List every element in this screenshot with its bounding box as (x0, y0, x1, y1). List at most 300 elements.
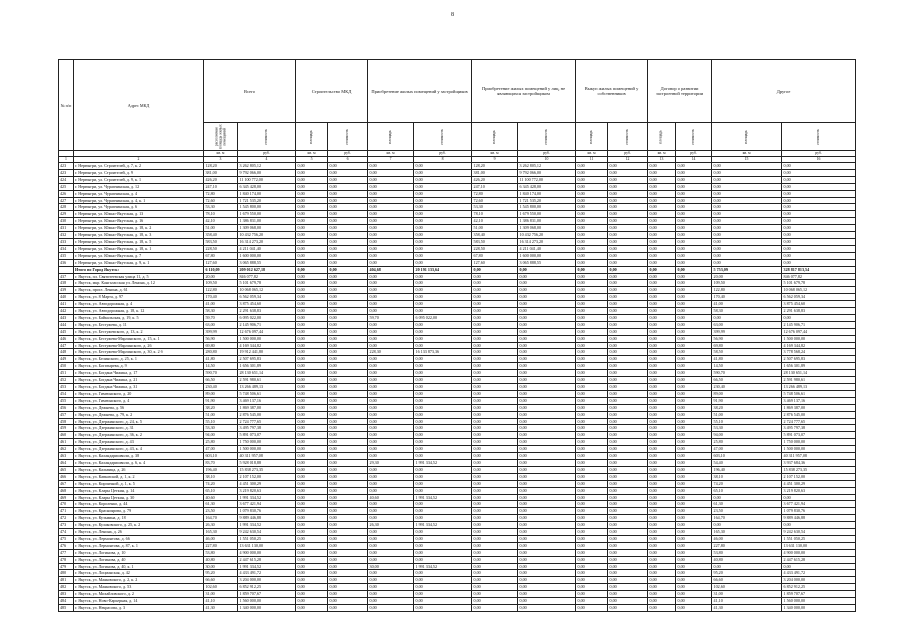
area-cell: 30,00 (204, 563, 238, 570)
cost-cell: 0,00 (676, 459, 712, 466)
area-cell: 0,00 (712, 190, 782, 197)
cost-cell: 0,00 (414, 487, 472, 494)
cost-cell: 1 079 830,76 (238, 508, 296, 515)
cost-cell: 0,00 (414, 169, 472, 176)
area-cell: 227,80 (204, 542, 238, 549)
area-cell: 0,00 (368, 570, 414, 577)
area-cell: 0,00 (648, 218, 676, 225)
area-cell: 0,00 (648, 556, 676, 563)
table-row (59, 252, 856, 259)
table-row (59, 542, 856, 549)
area-cell: 0,00 (368, 370, 414, 377)
cost-cell: 0,00 (414, 259, 472, 266)
area-cell: 0,00 (296, 459, 328, 466)
area-cell: 42,10 (204, 218, 238, 225)
cost-cell: 0,00 (518, 273, 576, 280)
cost-cell: 0,00 (328, 211, 368, 218)
cost-cell: 13 631 130,00 (782, 542, 856, 549)
area-cell: 53,30 (204, 425, 238, 432)
cost-cell: 5 891 073,07 (782, 432, 856, 439)
area-cell: 0,00 (296, 335, 328, 342)
row-number-cell: 446 (59, 335, 74, 342)
area-cell: 0,00 (296, 563, 328, 570)
area-cell: 89,00 (712, 390, 782, 397)
cost-cell: 0,00 (608, 563, 648, 570)
area-cell: 0,00 (712, 238, 782, 245)
table-row (59, 238, 856, 245)
area-cell: 0,00 (576, 515, 608, 522)
table-row (59, 163, 856, 170)
area-cell: 0,00 (576, 605, 608, 612)
area-cell: 0,00 (576, 266, 608, 273)
cost-cell: 0,00 (782, 563, 856, 570)
area-cell: 127,60 (472, 259, 518, 266)
cost-cell: 1 750 000,00 (782, 439, 856, 446)
area-cell: 0,00 (712, 176, 782, 183)
area-cell: 0,00 (472, 363, 518, 370)
cost-cell: 0,00 (676, 425, 712, 432)
subheader-cost: стоимость (676, 123, 712, 151)
cost-cell: 3 219 820,63 (782, 487, 856, 494)
cost-cell: 0,00 (518, 535, 576, 542)
cost-cell: 0,00 (518, 473, 576, 480)
cost-cell: 0,00 (518, 377, 576, 384)
cost-cell: 0,00 (608, 342, 648, 349)
cost-cell: 4 169 344,82 (782, 342, 856, 349)
cost-cell: 2 107 152,00 (238, 473, 296, 480)
area-cell: 0,00 (368, 584, 414, 591)
cost-cell: 0,00 (414, 273, 472, 280)
cost-cell: 0,00 (518, 301, 576, 308)
row-number-cell: 438 (59, 280, 74, 287)
cost-cell: 1 840 174,00 (238, 190, 296, 197)
cost-cell: 0,00 (518, 508, 576, 515)
cost-cell: 0,00 (328, 287, 368, 294)
area-cell: 0,00 (296, 556, 328, 563)
area-cell: 0,00 (296, 397, 328, 404)
unit-cell: руб. (676, 151, 712, 157)
area-cell: 0,00 (368, 169, 414, 176)
area-cell: 0,00 (648, 197, 676, 204)
table-row (59, 453, 856, 460)
cost-cell: 0,00 (328, 266, 368, 273)
cost-cell: 0,00 (676, 487, 712, 494)
row-number-cell: 456 (59, 404, 74, 411)
area-cell: 0,00 (712, 163, 782, 170)
column-number-cell: 11 (576, 157, 608, 163)
area-cell: 38,10 (712, 473, 782, 480)
cost-cell: 9 792 066,00 (238, 169, 296, 176)
cost-cell: 1 991 334,52 (414, 522, 472, 529)
area-cell: 0,00 (368, 418, 414, 425)
area-cell: 0,00 (576, 390, 608, 397)
cost-cell: 0,00 (414, 363, 472, 370)
cost-cell: 1 991 334,52 (414, 459, 472, 466)
cost-cell: 5 101 679,78 (782, 280, 856, 287)
address-cell: г. Нерюнгри, ул. Южно-Якутская, д. 7 (74, 252, 204, 259)
area-cell: 0,00 (296, 169, 328, 176)
row-number-cell: 453 (59, 384, 74, 391)
cost-cell: 0,00 (414, 508, 472, 515)
area-cell: 0,00 (368, 252, 414, 259)
table-body (59, 163, 856, 612)
row-number-cell: 483 (59, 591, 74, 598)
area-cell: 0,00 (648, 418, 676, 425)
cost-cell: 0,00 (676, 501, 712, 508)
area-cell: 95,20 (204, 570, 238, 577)
cost-cell: 0,00 (328, 280, 368, 287)
cost-cell: 1 386 831,00 (238, 218, 296, 225)
area-cell: 63,00 (712, 321, 782, 328)
cost-cell: 9 242 630,54 (782, 529, 856, 536)
area-cell: 0,00 (648, 397, 676, 404)
area-cell: 0,00 (296, 542, 328, 549)
cost-cell: 0,00 (414, 252, 472, 259)
area-cell: 0,00 (576, 556, 608, 563)
row-number-cell: 430 (59, 218, 74, 225)
cost-cell: 0,00 (328, 487, 368, 494)
cost-cell: 0,00 (518, 349, 576, 356)
area-cell: 0,00 (296, 266, 328, 273)
area-cell: 0,00 (368, 446, 414, 453)
row-number-cell: 484 (59, 598, 74, 605)
area-cell: 94,00 (204, 432, 238, 439)
area-cell: 0,00 (296, 314, 328, 321)
cost-cell: 0,00 (782, 252, 856, 259)
cost-cell: 0,00 (328, 335, 368, 342)
table-row (59, 459, 856, 466)
area-cell: 228,30 (368, 349, 414, 356)
area-cell: 0,00 (576, 563, 608, 570)
area-cell: 0,00 (576, 169, 608, 176)
area-cell: 0,00 (472, 273, 518, 280)
table-row (59, 494, 856, 501)
cost-cell: 0,00 (676, 225, 712, 232)
cost-cell: 2 876 545,00 (782, 411, 856, 418)
cost-cell: 0,00 (782, 259, 856, 266)
row-number-cell: 470 (59, 501, 74, 508)
cost-cell: 0,00 (518, 577, 576, 584)
cost-cell: 0,00 (518, 501, 576, 508)
group-other-header: Другое (712, 60, 856, 123)
area-cell: 58,30 (204, 308, 238, 315)
area-cell: 358,40 (472, 232, 518, 239)
area-cell: 53,80 (712, 549, 782, 556)
area-cell: 0,00 (368, 308, 414, 315)
area-cell: 0,00 (368, 411, 414, 418)
cost-cell: 0,00 (328, 377, 368, 384)
cost-cell: 6 095 022,00 (238, 314, 296, 321)
cost-cell: 1 386 831,00 (518, 218, 576, 225)
cost-cell: 0,00 (328, 163, 368, 170)
cost-cell: 0,00 (782, 225, 856, 232)
area-cell: 0,00 (368, 259, 414, 266)
area-cell: 0,00 (648, 570, 676, 577)
address-cell: г. Якутск, ул. Логинова, д. 10 (74, 549, 204, 556)
area-cell: 0,00 (472, 321, 518, 328)
row-number-cell: 426 (59, 190, 74, 197)
area-cell: 0,00 (712, 183, 782, 190)
row-number-cell: 479 (59, 563, 74, 570)
cost-cell: 0,00 (518, 529, 576, 536)
row-number-cell: 427 (59, 197, 74, 204)
cost-cell: 0,00 (328, 556, 368, 563)
cost-cell: 0,00 (414, 411, 472, 418)
table-row (59, 245, 856, 252)
area-cell: 0,00 (472, 494, 518, 501)
cost-cell: 0,00 (518, 549, 576, 556)
cost-cell: 0,00 (414, 480, 472, 487)
cost-cell: 0,00 (676, 453, 712, 460)
cost-cell: 0,00 (676, 515, 712, 522)
area-cell: 0,00 (472, 501, 518, 508)
area-cell: 128,20 (204, 163, 238, 170)
cost-cell: 2 591 980,61 (238, 377, 296, 384)
cost-cell: 0,00 (518, 556, 576, 563)
cost-cell: 0,00 (608, 446, 648, 453)
resettlement-table (58, 59, 856, 612)
area-cell: 0,00 (648, 494, 676, 501)
area-cell: 0,00 (576, 321, 608, 328)
cost-cell: 0,00 (414, 577, 472, 584)
area-cell: 0,00 (296, 356, 328, 363)
cost-cell: 0,00 (414, 211, 472, 218)
group-developer-purchase-header: Приобретение жилых помещений у застройщиков (368, 60, 472, 123)
area-cell: 0,00 (576, 204, 608, 211)
cost-cell: 3 065 888,55 (238, 259, 296, 266)
row-number-cell: 437 (59, 273, 74, 280)
cost-cell: 0,00 (676, 301, 712, 308)
address-cell: г. Якутск, ул. Богатырева, д. 9 (74, 363, 204, 370)
area-cell: 0,00 (576, 176, 608, 183)
cost-cell: 15 838 273,35 (782, 466, 856, 473)
row-number-cell: 471 (59, 508, 74, 515)
unit-cell: кв. м (368, 151, 414, 157)
row-number-cell: 472 (59, 515, 74, 522)
area-cell: 0,00 (576, 273, 608, 280)
area-cell: 0,00 (368, 577, 414, 584)
cost-cell: 0,00 (608, 294, 648, 301)
table-row (59, 190, 856, 197)
cost-cell: 0,00 (676, 197, 712, 204)
address-cell: г. Якутск, ул. Дежнева, д. 56 (74, 404, 204, 411)
area-cell: 91,90 (712, 397, 782, 404)
area-cell: 227,80 (712, 542, 782, 549)
cost-cell: 0,00 (608, 328, 648, 335)
cost-cell: 0,00 (328, 439, 368, 446)
row-number-cell: 441 (59, 301, 74, 308)
cost-cell: 0,00 (608, 287, 648, 294)
subheader-area: площадь (296, 123, 328, 151)
row-number-cell: 458 (59, 418, 74, 425)
cost-cell: 0,00 (676, 411, 712, 418)
area-cell: 83,70 (204, 459, 238, 466)
cost-cell: 0,00 (676, 349, 712, 356)
area-cell: 65,10 (204, 487, 238, 494)
table-row (59, 605, 856, 612)
area-cell: 0,00 (472, 480, 518, 487)
address-cell: г. Якутск, ул. Дзержинского, д. 24, к. 5 (74, 418, 204, 425)
area-cell: 109,50 (204, 280, 238, 287)
area-cell: 0,00 (296, 370, 328, 377)
cost-cell: 16 133 873,36 (414, 349, 472, 356)
cost-cell: 0,00 (676, 446, 712, 453)
page-number: 8 (451, 12, 454, 18)
area-cell: 0,00 (712, 252, 782, 259)
address-cell: г. Нерюнгри, ул. Южно-Якутская, д. 16 (74, 218, 204, 225)
group-total-header: Всего (204, 60, 296, 123)
cost-cell: 3 262 805,12 (238, 163, 296, 170)
area-cell: 0,00 (648, 480, 676, 487)
area-cell: 66,50 (204, 377, 238, 384)
area-cell: 280,80 (204, 349, 238, 356)
area-cell: 0,00 (576, 404, 608, 411)
area-cell: 0,00 (576, 280, 608, 287)
table-row (59, 598, 856, 605)
area-cell: 0,00 (576, 335, 608, 342)
address-cell: г. Нерюнгри, ул. Строителей, д. 9, к. 1 (74, 176, 204, 183)
cost-cell: 0,00 (608, 508, 648, 515)
area-cell: 0,00 (712, 494, 782, 501)
area-cell: 0,00 (472, 439, 518, 446)
area-cell: 0,00 (368, 508, 414, 515)
area-cell: 404,68 (368, 266, 414, 273)
cost-cell: 0,00 (328, 308, 368, 315)
cost-cell: 0,00 (328, 501, 368, 508)
address-cell: г. Нерюнгри, ул. Чурапчинская, д. 6 (74, 204, 204, 211)
table-total-row (59, 266, 856, 273)
table-row (59, 570, 856, 577)
cost-cell: 3 495 797,38 (238, 425, 296, 432)
table-row (59, 314, 856, 321)
area-cell: 0,00 (472, 404, 518, 411)
cost-cell: 5 748 506,61 (238, 390, 296, 397)
cost-cell: 0,00 (414, 418, 472, 425)
cost-cell: 0,00 (414, 280, 472, 287)
area-cell: 0,00 (472, 577, 518, 584)
area-cell: 0,00 (296, 494, 328, 501)
area-cell: 74,20 (712, 480, 782, 487)
address-cell: г. Якутск, ул. Белинского, д. 25, к. 1 (74, 356, 204, 363)
cost-cell: 0,00 (518, 570, 576, 577)
address-cell: г. Якутск, ул. Михайловского, д. 2 (74, 591, 204, 598)
area-cell: 0,00 (368, 225, 414, 232)
cost-cell: 0,00 (328, 446, 368, 453)
table-row (59, 487, 856, 494)
cost-cell: 0,00 (676, 232, 712, 239)
area-cell: 0,00 (576, 294, 608, 301)
area-cell: 0,00 (712, 218, 782, 225)
row-number-cell: 482 (59, 584, 74, 591)
area-cell: 0,00 (576, 384, 608, 391)
area-cell: 0,00 (296, 294, 328, 301)
cost-cell: 0,00 (414, 342, 472, 349)
table-row (59, 501, 856, 508)
row-number-cell: 439 (59, 287, 74, 294)
cost-cell: 0,00 (676, 494, 712, 501)
area-cell: 127,60 (204, 259, 238, 266)
row-number-cell: 481 (59, 577, 74, 584)
area-cell: 0,00 (368, 390, 414, 397)
cost-cell: 0,00 (414, 204, 472, 211)
area-cell: 0,00 (296, 238, 328, 245)
area-cell: 0,00 (576, 466, 608, 473)
row-number-cell (59, 266, 74, 273)
cost-cell: 0,00 (608, 377, 648, 384)
area-cell: 0,00 (576, 349, 608, 356)
area-cell: 0,00 (648, 363, 676, 370)
area-cell: 65,10 (712, 487, 782, 494)
table-row (59, 508, 856, 515)
cost-cell: 0,00 (676, 238, 712, 245)
area-cell: 0,00 (648, 515, 676, 522)
cost-cell: 9 792 066,00 (518, 169, 576, 176)
cost-cell: 6 562 059,34 (238, 294, 296, 301)
area-cell: 0,00 (472, 314, 518, 321)
subheader-cost: стоимость (518, 123, 576, 151)
area-cell: 0,00 (296, 473, 328, 480)
subheader-cost: стоимость (328, 123, 368, 151)
table-row (59, 529, 856, 536)
cost-cell: 0,00 (328, 529, 368, 536)
cost-cell: 0,00 (414, 294, 472, 301)
area-cell: 0,00 (296, 432, 328, 439)
area-cell: 0,00 (296, 411, 328, 418)
cost-cell: 1 500 000,00 (238, 335, 296, 342)
row-number-cell: 457 (59, 411, 74, 418)
area-cell: 58,30 (712, 308, 782, 315)
cost-cell: 209 012 627,18 (238, 266, 296, 273)
cost-cell: 0,00 (414, 377, 472, 384)
cost-cell: 0,00 (414, 232, 472, 239)
table-row (59, 280, 856, 287)
cost-cell: 0,00 (676, 439, 712, 446)
cost-cell: 1 859 707,67 (238, 591, 296, 598)
address-cell: г. Нерюнгри, ул. Южно-Якутская, д. 13 (74, 211, 204, 218)
cost-cell: 1 991 334,52 (238, 494, 296, 501)
cost-cell: 0,00 (518, 321, 576, 328)
cost-cell: 0,00 (518, 515, 576, 522)
column-number-cell: 15 (712, 157, 782, 163)
cost-cell: 12 676 097,44 (238, 328, 296, 335)
cost-cell: 0,00 (414, 301, 472, 308)
area-cell: 61,30 (712, 501, 782, 508)
address-cell: г. Нерюнгри, ул. Строителей, д. 7, к. 2 (74, 163, 204, 170)
table-row (59, 404, 856, 411)
area-cell: 0,00 (296, 418, 328, 425)
area-cell: 0,00 (648, 384, 676, 391)
area-cell: 0,00 (576, 508, 608, 515)
cost-cell: 4 211 041,40 (518, 245, 576, 252)
area-cell: 0,00 (368, 238, 414, 245)
cost-cell: 0,00 (676, 570, 712, 577)
area-cell: 38,20 (712, 404, 782, 411)
cost-cell: 3 262 805,12 (518, 163, 576, 170)
area-cell: 0,00 (648, 342, 676, 349)
cost-cell: 0,00 (414, 238, 472, 245)
address-cell: г. Якутск, ул. Короленко, д. 44 (74, 501, 204, 508)
area-cell: 603,10 (712, 453, 782, 460)
area-cell: 0,00 (368, 321, 414, 328)
area-cell: 40,60 (368, 494, 414, 501)
cost-cell: 0,00 (518, 418, 576, 425)
cost-cell: 0,00 (608, 197, 648, 204)
unit-cell: руб. (414, 151, 472, 157)
cost-cell: 4 451 300,29 (238, 480, 296, 487)
area-cell: 0,00 (648, 446, 676, 453)
cost-cell: 0,00 (676, 377, 712, 384)
cost-cell: 0,00 (414, 328, 472, 335)
